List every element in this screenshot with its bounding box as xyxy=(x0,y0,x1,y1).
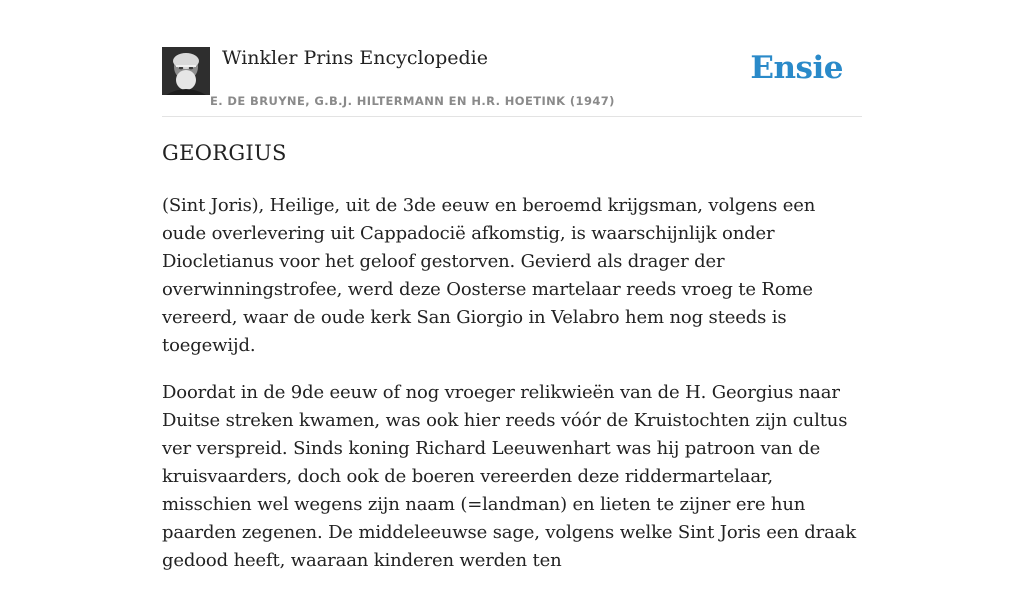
site-title[interactable]: Winkler Prins Encyclopedie xyxy=(222,47,488,69)
site-header xyxy=(162,44,862,117)
ensie-logo-link[interactable]: Ensie xyxy=(750,50,843,86)
article-paragraph: Doordat in de 9de eeuw of nog vroeger relikwieën van de H. Georgius naar Duitse streken kwamen, was ook hier reeds vóór de Kruistochten zijn cultus ver verspreid. Sinds koning Richard Leeuwenhart was hij patroon van de kruisvaarders, doch ook de boeren vereerden deze riddermartelaar, misschien wel wegens zijn naam (=landman) en lieten te zijner ere hun paarden zegenen. De middeleeuwse sage, volgens welke Sint Joris een draak gedood heeft, waaraan kinderen werden ten xyxy=(162,382,857,571)
article-body xyxy=(162,192,862,594)
authors-subtitle: E. DE BRUYNE, G.B.J. HILTERMANN EN H.R. HOETINK (1947) xyxy=(210,94,615,108)
portrait-icon xyxy=(162,47,210,95)
article-paragraph: (Sint Joris), Heilige, uit de 3de eeuw en beroemd krijgsman, volgens een oude overlevering uit Cappadocië afkomstig, is waarschijnlijk onder Diocletianus voor het geloof gestorven. Gevierd als drager der overwinningstrofee, werd deze Oosterse martelaar reeds vroeg te Rome vereerd, waar de oude kerk San Giorgio in Velabro hem nog steeds is toegewijd. xyxy=(162,195,816,356)
article-title: GEORGIUS xyxy=(162,141,287,165)
author-avatar[interactable] xyxy=(162,47,210,95)
